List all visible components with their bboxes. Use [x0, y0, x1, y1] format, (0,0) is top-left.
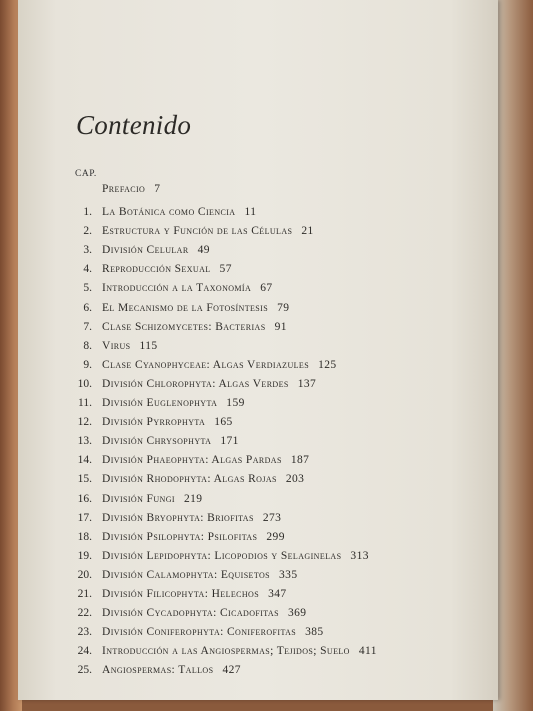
toc-entry-page: 411: [358, 645, 377, 658]
toc-entry-number: 9.: [83, 358, 92, 371]
toc-entry: [18, 642, 488, 661]
toc-entry-page: 273: [262, 511, 282, 524]
toc-entry-page: 11: [244, 206, 257, 218]
toc-entry-number: 17.: [77, 511, 92, 524]
toc-entry-number: 6.: [83, 301, 92, 314]
toc-entry-page: 67: [260, 282, 273, 295]
toc-entry: [18, 451, 488, 470]
toc-entry-number: 22.: [77, 607, 92, 620]
toc-entry-title: Introducción a la Taxonomía 67: [102, 282, 273, 295]
toc-entry-page: 385: [305, 626, 324, 639]
chapter-column-label: CAP.: [75, 169, 97, 179]
toc-entry-title: División Psilophyta: Psilofitas 299: [102, 530, 285, 543]
toc-entry-title: Prefacio 7: [102, 183, 161, 195]
toc-entry: [18, 356, 488, 375]
toc-entry: [18, 375, 488, 394]
toc-entry-title: Introducción a las Angiospermas; Tejidos; Suelo 411: [102, 645, 377, 658]
toc-entry-title: División Bryophyta: Briofitas 273: [102, 511, 282, 524]
toc-entry-title: División Phaeophyta: Algas Pardas 187: [102, 454, 310, 467]
toc-entry-number: 18.: [77, 530, 92, 543]
toc-entry-number: 2.: [83, 225, 92, 238]
toc-entry-number: 19.: [77, 549, 92, 562]
toc-entry-number: 4.: [83, 263, 92, 276]
toc-entry-number: 25.: [77, 664, 92, 677]
book-page: [18, 0, 498, 700]
toc-entry-page: 335: [279, 568, 298, 581]
toc-entry-title: Estructura y Función de las Células 21: [102, 225, 314, 238]
toc-entry: [18, 623, 488, 642]
toc-entry-number: 16.: [77, 492, 92, 505]
toc-entry-page: 21: [301, 225, 314, 238]
toc-entry-page: 57: [219, 263, 232, 276]
toc-entry-title: Clase Cyanophyceae: Algas Verdiazules 125: [102, 358, 337, 371]
toc-entry-number: 20.: [77, 568, 92, 581]
toc-entry-number: 13.: [77, 435, 92, 448]
toc-entry: [18, 413, 488, 432]
toc-entry-title: División Chrysophyta 171: [102, 435, 239, 448]
toc-entry-page: 187: [290, 454, 310, 467]
toc-entry-number: 7.: [83, 320, 92, 333]
toc-entry-page: 125: [318, 358, 337, 371]
toc-entry: [18, 661, 488, 680]
toc-entry-title: División Fungi 219: [102, 492, 203, 505]
toc-entry-title: División Chlorophyta: Algas Verdes 137: [102, 377, 317, 390]
toc-entry-page: 137: [297, 377, 317, 390]
toc-entry-title: Virus 115: [102, 339, 158, 352]
toc-entry: [18, 432, 488, 451]
toc-entry-title: División Coniferophyta: Coniferofitas 385: [102, 626, 324, 639]
toc-entry-page: 313: [350, 549, 369, 562]
toc-entry-number: 14.: [77, 454, 92, 467]
toc-entry: [18, 222, 488, 241]
book-edge-right: [493, 0, 533, 711]
toc-entry-title: La Botánica como Ciencia 11: [102, 206, 257, 218]
toc-entry: [18, 566, 488, 585]
toc-entry-page: 91: [274, 320, 287, 333]
toc-entry: [18, 604, 488, 623]
toc-entry: [18, 203, 488, 222]
toc-entry-title: División Euglenophyta 159: [102, 397, 245, 409]
toc-entry-page: 347: [268, 588, 287, 600]
toc-entry-page: 7: [154, 183, 161, 195]
toc-entry-number: 21.: [77, 588, 92, 600]
toc-entry: [18, 394, 488, 413]
toc-entry-page: 219: [183, 492, 203, 505]
toc-entry: [18, 337, 488, 356]
toc-entry-title: División Filicophyta: Helechos 347: [102, 588, 287, 600]
toc-entry-number: 15.: [77, 473, 92, 486]
toc-entry-number: 24.: [77, 645, 92, 658]
toc-entry-title: División Calamophyta: Equisetos 335: [102, 568, 298, 581]
toc-entry-title: Clase Schizomycetes: Bacterias 91: [102, 320, 287, 333]
toc-entry-title: División Rhodophyta: Algas Rojas 203: [102, 473, 305, 486]
toc-entry-page: 49: [197, 244, 210, 257]
toc-entry-title: División Celular 49: [102, 244, 210, 257]
toc-entry-number: 5.: [83, 282, 92, 295]
toc-entry-title: División Pyrrophyta 165: [102, 416, 233, 429]
toc-entry-page: 369: [287, 607, 307, 620]
toc-entry: [18, 241, 488, 260]
toc-entry-page: 115: [139, 339, 158, 352]
toc-entry: [18, 299, 488, 318]
toc-entry-number: 8.: [83, 339, 92, 352]
toc-entry-title: Reproducción Sexual 57: [102, 263, 232, 276]
toc-entry: [18, 547, 488, 566]
toc-entry: [18, 490, 488, 509]
toc-entry: [18, 509, 488, 528]
toc-entry-title: Angiospermas: Tallos 427: [102, 664, 241, 677]
toc-entry: [18, 470, 488, 489]
toc-entry: [18, 260, 488, 279]
toc-entry-prefacio: [18, 180, 488, 199]
toc-entry-number: 1.: [83, 206, 92, 218]
toc-entry: [18, 318, 488, 337]
toc-entry-number: 10.: [77, 377, 92, 390]
toc-entry-page: 427: [222, 664, 241, 677]
toc-entry-number: 12.: [77, 416, 92, 429]
toc-entry-page: 299: [266, 530, 285, 543]
toc-entry-number: 11.: [78, 397, 92, 409]
toc-entry-page: 203: [285, 473, 305, 486]
toc-entry-page: 79: [277, 301, 290, 314]
toc-entry-title: División Lepidophyta: Licopodios y Selaginelas 313: [102, 549, 369, 562]
toc-entry-title: División Cycadophyta: Cicadofitas 369: [102, 607, 307, 620]
toc-entry-number: 23.: [77, 626, 92, 639]
toc-entry-page: 165: [214, 416, 233, 429]
toc-entry-page: 171: [220, 435, 239, 448]
toc-entry-number: 3.: [83, 244, 92, 257]
toc-entry-page: 159: [226, 397, 245, 409]
toc-entry: [18, 528, 488, 547]
toc-entry-title: El Mecanismo de la Fotosíntesis 79: [102, 301, 290, 314]
page-title: Contenido: [76, 110, 192, 140]
toc-entry: [18, 279, 488, 298]
toc-entry: [18, 585, 488, 604]
